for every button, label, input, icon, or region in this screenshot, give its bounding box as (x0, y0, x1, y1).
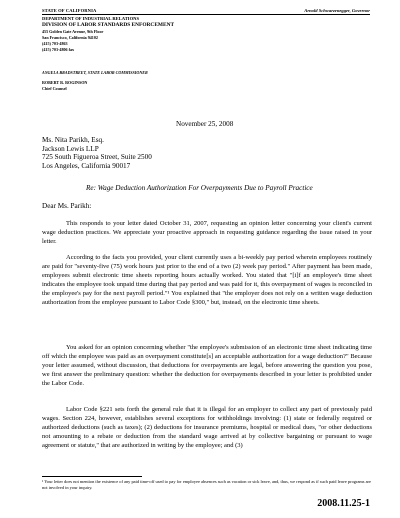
subject-line: Re: Wage Deduction Authorization For Overpayments Due to Payroll Practice (86, 184, 313, 192)
letterhead-department: DEPARTMENT OF INDUSTRIAL RELATIONS (42, 16, 140, 21)
letterhead-counsel-name: ROBERT R. ROGINSON (42, 80, 88, 85)
document-number: 2008.11.25-1 (317, 498, 370, 509)
recipient-line: 725 South Figueroa Street, Suite 2500 (42, 153, 152, 162)
footnote-divider (42, 476, 142, 477)
body-paragraph: This responds to your letter dated October 31, 2007, requesting an opinion letter concerning your client's current wage deduction practices. We appreciate your proactive approach in requesting guidance regarding the issue raised in your letter. (42, 220, 372, 245)
letterhead-commissioner: ANGELA BRADSTREET, STATE LABOR COMMISSIONER (42, 70, 148, 75)
letterhead-division: DIVISION OF LABOR STANDARDS ENFORCEMENT (42, 22, 175, 28)
letterhead-address-line: San Francisco, California 94102 (42, 35, 98, 40)
body-paragraph: According to the facts you provided, your client currently uses a bi-weekly pay period wherein employees routinely are paid for "seventy-five (75) work hours just prior to the end of a two (2) week pay period." After payment has been made, employees submit electronic time sheets reporting hours actually worked. You stated that "[i]f an employee's time sheet indicates the employee took unpaid time during that pay period and was paid for it, this overpayment of wages is reconciled in the employee's pay for the next payroll period."¹ You explained that "the employer does not rely on a written wage deduction authorization from the employee pursuant to Labor Code §300," but, instead, on the electronic time sheets. (42, 254, 372, 306)
recipient-line: Ms. Nita Parikh, Esq. (42, 136, 104, 144)
footnote: ¹ Your letter does not mention the existence of any paid time-off used to pay for employee absences such as vacation or sick leave, and, thus, we respond as if such paid leave programs are not involved in your inquiry. (42, 479, 371, 490)
letterhead-state: STATE OF CALIFORNIA (42, 8, 97, 13)
body-paragraph: Labor Code §221 sets forth the general rule that it is illegal for an employer to collect any part of previously paid wages. Section 224, however, establishes several exceptions for withholdings involving: (1) state or federally required or authorized deductions (such as taxes); (2) deductions for insurance premiums, hospital or medical dues, "or other deductions not amounting to a rebate or deduction from the standard wage arrived at by collective bargaining or pursuant to wage agreement or statute," that are authorized in writing by the employee; and (3) (42, 406, 372, 449)
body-paragraph: You asked for an opinion concerning whether "the employee's submission of an electronic time sheet indicating time off which the employee was paid as an overpayment constitute[s] an acceptable authorization for a wage deduction?" Because your letter assumed, without discussion, that deductions for overpayments are legal, before answering the question you pose, we first answer the preliminary question: whether the deduction for overpayments described in your letter is prohibited under the Labor Code. (42, 344, 372, 387)
letter-date: November 25, 2008 (176, 120, 234, 128)
recipient-address (42, 136, 152, 170)
letterhead-divider (42, 14, 370, 15)
recipient-line: Los Angeles, California 90017 (42, 161, 131, 170)
letterhead-address-line: 455 Golden Gate Avenue, 9th Floor (42, 29, 104, 34)
letterhead-counsel-title: Chief Counsel (42, 86, 67, 91)
recipient-line: Jackson Lewis LLP (42, 144, 99, 153)
salutation: Dear Ms. Parikh: (42, 202, 92, 210)
letterhead-phone: (415) 703-4863 (42, 41, 68, 46)
letterhead-fax: (415) 703-4806 fax (42, 47, 75, 52)
letterhead-governor: Arnold Schwarzenegger, Governor (304, 8, 370, 13)
